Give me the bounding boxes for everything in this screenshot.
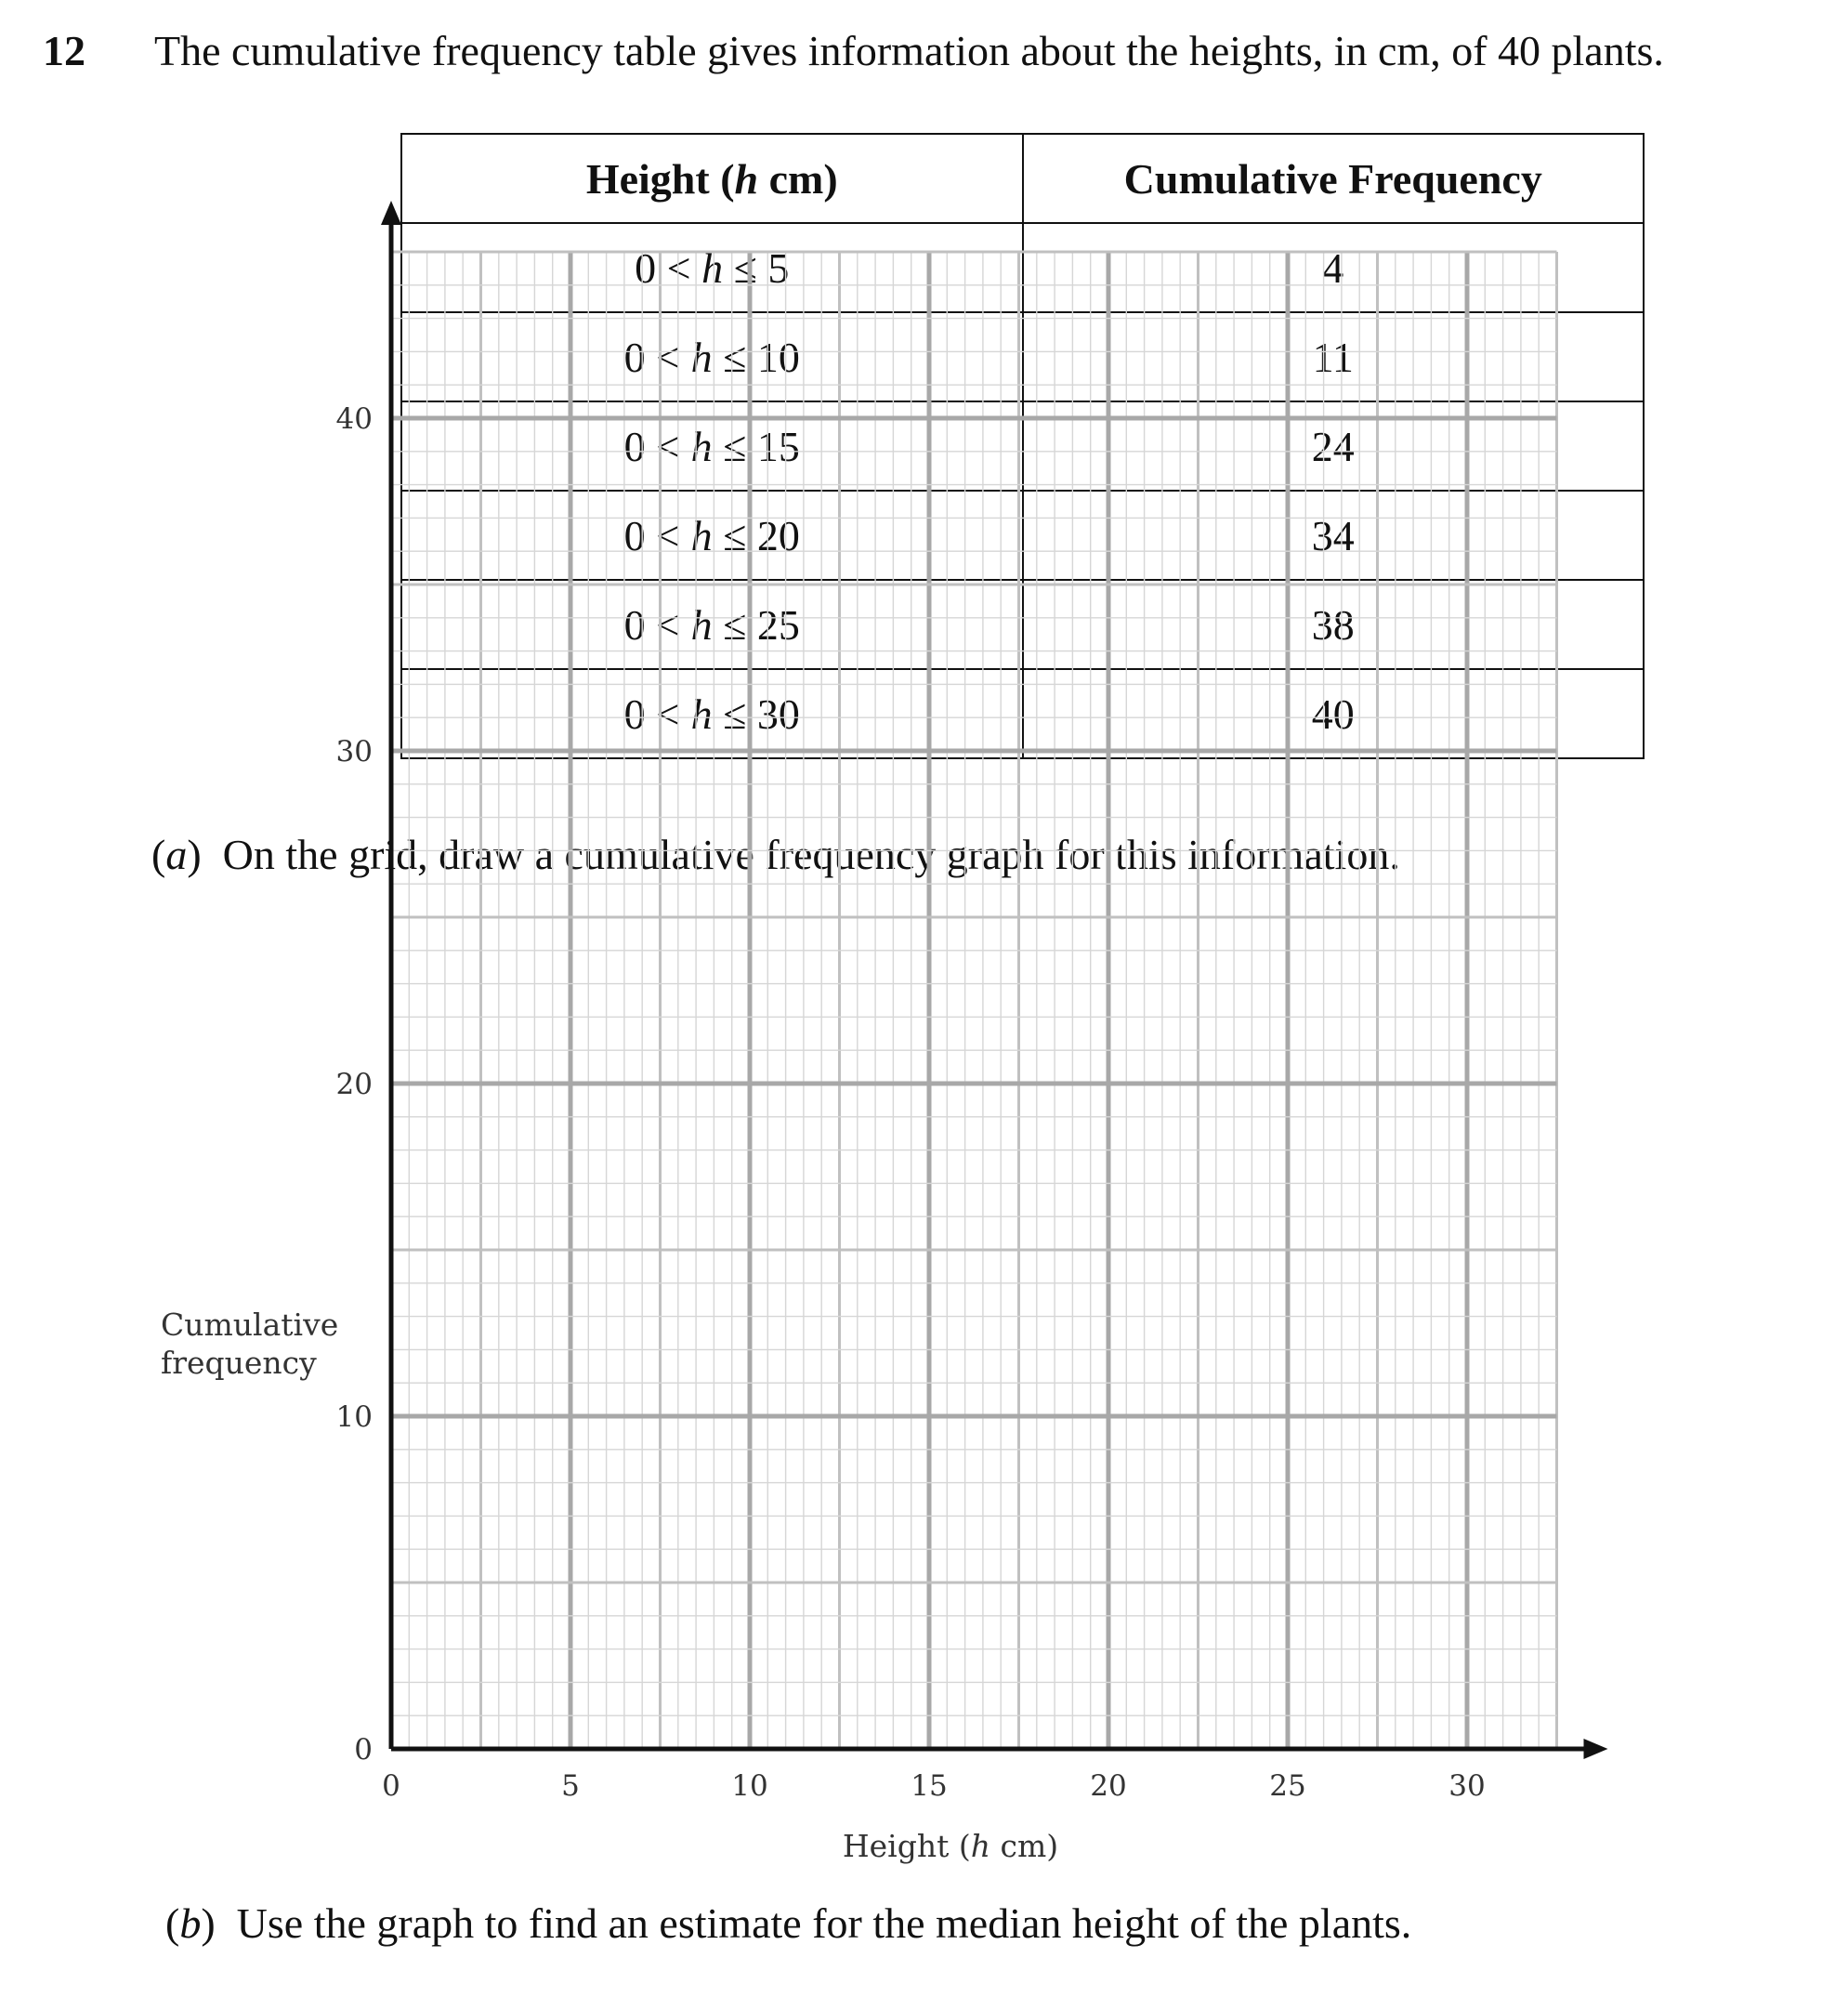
frequency-cell: 38 bbox=[1023, 580, 1645, 669]
height-cell: 0 < h ≤ 15 bbox=[401, 401, 1023, 491]
y-tick-label: 30 bbox=[335, 735, 373, 769]
x-axis-arrowhead bbox=[1584, 1739, 1608, 1759]
part-a-instruction: (a) On the grid, draw a cumulative frequency graph for this information. bbox=[151, 831, 1400, 878]
y-tick-label: 20 bbox=[335, 1068, 373, 1101]
table-row bbox=[401, 312, 1644, 401]
frequency-cell: 40 bbox=[1023, 669, 1645, 758]
y-tick-label: 0 bbox=[354, 1733, 373, 1767]
y-tick-label: 40 bbox=[335, 402, 373, 436]
height-cell: 0 < h ≤ 25 bbox=[401, 580, 1023, 669]
x-tick-label: 25 bbox=[1269, 1769, 1306, 1803]
y-axis-label-line2: frequency bbox=[161, 1345, 317, 1381]
table-header-row bbox=[401, 134, 1644, 223]
x-tick-label: 0 bbox=[382, 1769, 400, 1803]
table-row bbox=[401, 669, 1644, 758]
height-cell: 0 < h ≤ 10 bbox=[401, 312, 1023, 401]
y-tick-label: 10 bbox=[335, 1400, 373, 1434]
x-axis-label: Height (h cm) bbox=[842, 1828, 1059, 1864]
table-row bbox=[401, 401, 1644, 491]
height-cell: 0 < h ≤ 5 bbox=[401, 223, 1023, 312]
frequency-cell: 24 bbox=[1023, 401, 1645, 491]
x-tick-label: 30 bbox=[1448, 1769, 1486, 1803]
table-row bbox=[401, 491, 1644, 580]
frequency-cell: 11 bbox=[1023, 312, 1645, 401]
question-text: The cumulative frequency table gives information about the heights, in cm, of 40 plants. bbox=[154, 27, 1664, 74]
height-cell: 0 < h ≤ 30 bbox=[401, 669, 1023, 758]
table-row bbox=[401, 223, 1644, 312]
frequency-header: Cumulative Frequency bbox=[1023, 134, 1645, 223]
frequency-cell: 4 bbox=[1023, 223, 1645, 312]
x-tick-label: 5 bbox=[561, 1769, 580, 1803]
part-b-instruction: (b) Use the graph to find an estimate for the median height of the plants. bbox=[165, 1899, 1412, 1947]
y-axis-label-line1: Cumulative bbox=[161, 1307, 339, 1343]
y-axis-arrowhead bbox=[381, 201, 401, 225]
x-tick-label: 20 bbox=[1090, 1769, 1127, 1803]
x-tick-label: 10 bbox=[731, 1769, 768, 1803]
cumulative-frequency-table bbox=[400, 133, 1645, 759]
question-number: 12 bbox=[43, 27, 85, 74]
height-cell: 0 < h ≤ 20 bbox=[401, 491, 1023, 580]
table-row bbox=[401, 580, 1644, 669]
x-tick-label: 15 bbox=[911, 1769, 948, 1803]
height-header: Height (h cm) bbox=[401, 134, 1023, 223]
frequency-cell: 34 bbox=[1023, 491, 1645, 580]
